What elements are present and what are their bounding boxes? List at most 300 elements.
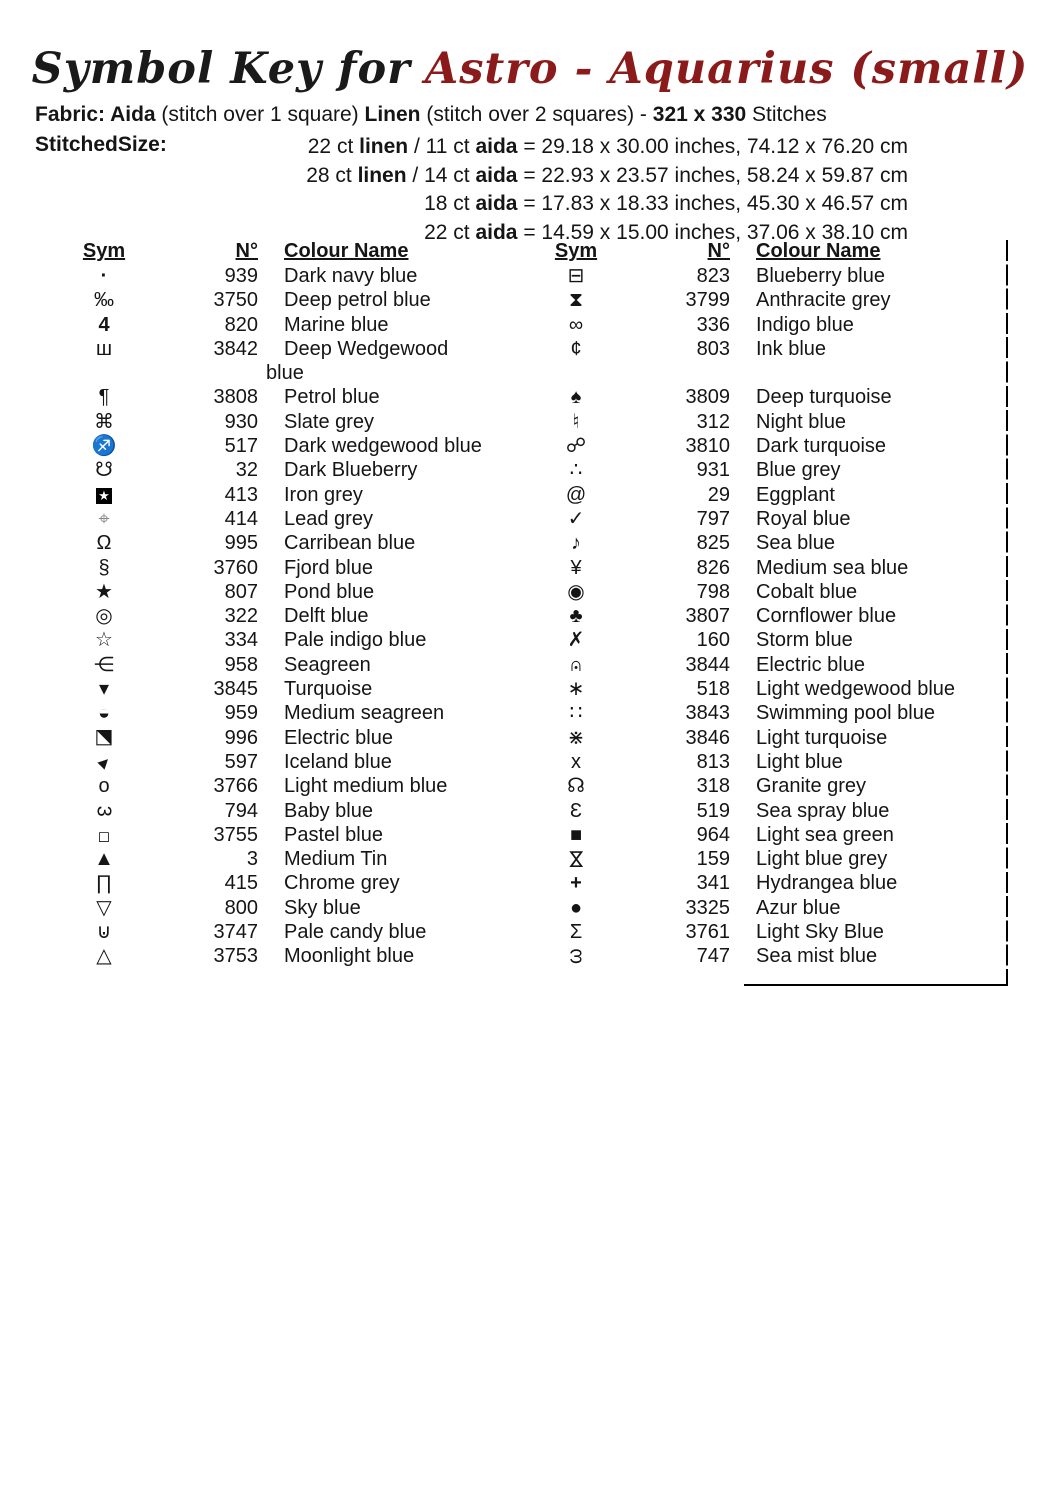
bold-text: Fabric:	[35, 103, 111, 126]
number-cell: 3761	[685, 921, 730, 944]
colour-name-cell: Blueberry blue	[756, 265, 885, 287]
number-cell: 930	[224, 410, 258, 433]
symbol-cell	[540, 944, 612, 968]
stitch-symbol: ◒	[97, 702, 111, 725]
stitch-symbol: ¶	[98, 386, 110, 409]
colour-name-cell: Dark turquoise	[756, 435, 887, 458]
table-row	[540, 434, 1008, 458]
table-row	[68, 580, 533, 604]
sym-header: Sym	[82, 240, 126, 262]
table-row	[540, 799, 1008, 823]
colour-name-cell: Slate grey	[284, 410, 375, 433]
colour-name-cell: Medium Tin	[284, 848, 388, 871]
size-line-2	[306, 162, 908, 191]
size-line-3	[306, 190, 908, 219]
stitched-size-label: StitchedSize:	[35, 133, 167, 156]
table-row	[540, 944, 1008, 968]
symbol-cell	[540, 483, 612, 507]
colour-name-cell: blue	[266, 362, 304, 385]
colour-name-cell: Iceland blue	[284, 750, 392, 773]
colour-name-cell: Granite grey	[756, 775, 867, 798]
table-row	[540, 896, 1008, 920]
colour-name-cell: Anthracite grey	[756, 289, 891, 312]
bold-text: aida	[475, 135, 518, 158]
number-cell: 803	[696, 337, 730, 360]
stitch-symbol: Σ	[569, 921, 583, 944]
colour-name-cell: Electric blue	[756, 653, 865, 676]
stitch-symbol: o	[98, 775, 110, 798]
table-bottom-border	[744, 984, 1008, 986]
text: (stitch over 1 square)	[155, 103, 365, 126]
symbol-cell	[68, 458, 140, 482]
number-cell: 931	[696, 459, 730, 482]
colour-name-cell: Dark wedgewood blue	[284, 435, 482, 458]
right-rows	[540, 264, 1008, 969]
symbol-cell	[540, 458, 612, 482]
colour-name-cell: Storm blue	[756, 629, 853, 652]
table-row	[68, 628, 533, 652]
symbol-cell	[540, 750, 612, 774]
symbol-cell	[540, 920, 612, 944]
empty-row	[540, 361, 1008, 385]
stitch-symbol: ▽	[96, 896, 112, 919]
stitch-symbol: ♐	[91, 435, 117, 458]
stitch-symbol: ⌘	[94, 410, 114, 433]
symbol-cell	[68, 628, 140, 652]
stitch-symbol: ▲	[94, 848, 114, 871]
table-row	[540, 556, 1008, 580]
colour-name-cell: Cornflower blue	[756, 605, 897, 628]
number-header: N°	[707, 240, 730, 262]
table-row	[540, 531, 1008, 555]
stitch-symbol: +	[570, 872, 582, 895]
symbol-cell	[540, 847, 612, 871]
number-cell: 413	[224, 483, 258, 506]
stitched-size-lines	[306, 133, 908, 247]
table-row	[540, 264, 1008, 288]
colour-name-cell: Marine blue	[284, 313, 389, 336]
stitch-symbol: ⊍	[96, 921, 112, 944]
stitch-symbol: ◻	[97, 827, 111, 845]
colour-name-cell: Medium seagreen	[284, 702, 445, 725]
number-cell: 3799	[685, 289, 730, 312]
stitch-symbol: ш	[95, 337, 113, 360]
symbol-cell	[540, 434, 612, 458]
symbol-cell	[68, 580, 140, 604]
number-cell: 341	[696, 872, 730, 895]
colour-name-cell: Chrome grey	[284, 872, 400, 895]
symbol-cell	[540, 628, 612, 652]
stitch-symbol: ■	[569, 823, 583, 846]
symbol-cell	[540, 726, 612, 750]
symbol-cell	[68, 410, 140, 434]
colour-name-cell: Azur blue	[756, 896, 841, 919]
colour-name-cell: Swimming pool blue	[756, 702, 935, 725]
stitch-symbol: ∏	[95, 872, 113, 895]
symbol-cell	[68, 653, 140, 677]
table-row	[68, 434, 533, 458]
table-row	[540, 628, 1008, 652]
stitch-symbol: ✓	[567, 507, 585, 530]
number-cell: 518	[696, 678, 730, 701]
number-cell	[140, 361, 258, 385]
table-row	[540, 677, 1008, 701]
colour-name-cell: Royal blue	[756, 507, 851, 530]
symbol-cell	[68, 701, 140, 725]
number-cell: 597	[224, 750, 258, 773]
symbol-cell	[68, 337, 140, 361]
stitch-symbol: ⋈	[565, 849, 588, 870]
colour-name-cell: Delft blue	[284, 605, 369, 628]
table-row	[68, 288, 533, 312]
colour-name-cell: Sea spray blue	[756, 799, 890, 822]
colour-name-cell: Pale indigo blue	[284, 629, 427, 652]
table-header-row	[68, 238, 533, 264]
symbol-cell	[68, 361, 140, 385]
number-cell: 336	[696, 313, 730, 336]
table-row	[68, 264, 533, 288]
key-table-right-column	[540, 238, 1008, 969]
number-cell: 798	[696, 580, 730, 603]
table-row	[68, 896, 533, 920]
colour-name-cell: Lead grey	[284, 507, 373, 530]
stitch-symbol: △	[96, 945, 112, 968]
colour-name-cell: Eggplant	[756, 483, 835, 506]
stitch-symbol: ◎	[95, 605, 113, 628]
colour-name-header: Colour Name	[284, 240, 409, 262]
table-row	[540, 385, 1008, 409]
symbol-cell	[68, 726, 140, 750]
table-row	[540, 774, 1008, 798]
bold-text: Linen	[364, 103, 421, 126]
stitch-symbol: Ɛ	[569, 799, 583, 822]
number-cell: 958	[224, 653, 258, 676]
table-row	[68, 410, 533, 434]
symbol-cell	[68, 507, 140, 531]
symbol-cell	[68, 871, 140, 895]
symbol-cell	[540, 264, 612, 288]
symbol-cell	[540, 361, 612, 385]
table-row	[68, 483, 533, 507]
symbol-cell	[540, 313, 612, 337]
table-right-border	[1006, 240, 1008, 986]
table-row	[540, 604, 1008, 628]
stitch-symbol: ♣	[569, 605, 583, 628]
stitch-symbol: ¢	[570, 337, 582, 360]
symbol-cell	[540, 580, 612, 604]
bold-text: aida	[475, 220, 518, 244]
table-row	[68, 701, 533, 725]
symbol-cell	[540, 677, 612, 701]
number-cell: 820	[224, 313, 258, 336]
title-pattern-name: Astro - Aquarius (small)	[424, 44, 1029, 94]
colour-name-cell: Baby blue	[284, 799, 373, 822]
number-cell: 995	[224, 532, 258, 555]
colour-name-cell: Deep petrol blue	[284, 289, 431, 312]
symbol-cell	[540, 556, 612, 580]
number-cell: 800	[224, 896, 258, 919]
symbol-cell	[68, 531, 140, 555]
number-cell: 3325	[685, 896, 730, 919]
colour-name-cell: Light turquoise	[756, 726, 888, 749]
stitch-symbol: ⋲	[94, 653, 114, 676]
stitch-symbol: ∴	[569, 459, 583, 482]
colour-name-cell: Iron grey	[284, 483, 363, 506]
text: 22 ct	[424, 220, 476, 244]
text: = 29.18 x 30.00 inches, 74.12 x 76.20 cm	[517, 135, 908, 158]
number-cell: 3807	[685, 605, 730, 628]
bold-text: linen	[359, 135, 409, 158]
number-cell: 3	[246, 848, 258, 871]
number-cell: 3810	[685, 435, 730, 458]
number-cell: 415	[224, 872, 258, 895]
colour-name-cell: Cobalt blue	[756, 580, 858, 603]
table-row	[68, 531, 533, 555]
symbol-cell	[540, 337, 612, 361]
number-cell: 160	[696, 629, 730, 652]
table-row	[540, 337, 1008, 361]
colour-name-cell: Deep Wedgewood	[284, 337, 449, 360]
colour-name-cell: Turquoise	[284, 678, 373, 701]
table-row	[68, 653, 533, 677]
bold-text: aida	[475, 192, 518, 215]
table-row	[68, 750, 533, 774]
table-row	[540, 920, 1008, 944]
stitch-symbol: x	[571, 750, 581, 773]
bold-text: linen	[357, 163, 407, 187]
number-cell: 823	[696, 265, 730, 287]
page-title	[0, 44, 1060, 94]
number-cell: 29	[707, 483, 730, 506]
number-cell: 414	[224, 507, 258, 530]
bold-text: aida	[475, 163, 518, 187]
left-rows	[68, 264, 533, 969]
colour-name-header: Colour Name	[756, 240, 881, 262]
table-row	[68, 507, 533, 531]
table-row	[68, 920, 533, 944]
table-row	[68, 385, 533, 409]
stitch-symbol: 4	[98, 313, 110, 336]
number-cell: 3809	[685, 386, 730, 409]
number-cell: 794	[224, 799, 258, 822]
bold-text: Aida	[110, 103, 156, 126]
stitch-symbol: ◉	[567, 580, 585, 603]
table-row	[68, 556, 533, 580]
table-row	[540, 580, 1008, 604]
table-row	[540, 653, 1008, 677]
symbol-cell	[68, 434, 140, 458]
table-header-row	[540, 238, 1008, 264]
table-row	[68, 847, 533, 871]
symbol-cell	[68, 604, 140, 628]
colour-name-cell: Deep turquoise	[756, 386, 892, 409]
stitch-symbol: ▸	[92, 750, 116, 774]
colour-name-cell: Sky blue	[284, 896, 361, 919]
number-cell: 747	[696, 945, 730, 968]
symbol-cell	[540, 896, 612, 920]
table-row	[540, 750, 1008, 774]
colour-name-cell: Light sea green	[756, 823, 894, 846]
sym-header: Sym	[554, 240, 598, 262]
colour-name-cell: Dark Blueberry	[284, 459, 418, 482]
table-row	[540, 483, 1008, 507]
symbol-cell	[68, 944, 140, 968]
stitch-symbol: §	[98, 556, 110, 579]
symbol-cell	[68, 823, 140, 847]
colour-name-cell: Hydrangea blue	[756, 872, 898, 895]
stitch-symbol: ω	[564, 948, 587, 965]
colour-name-cell: Pastel blue	[284, 823, 383, 846]
number-cell	[612, 361, 730, 385]
symbol-cell	[540, 507, 612, 531]
table-row	[540, 823, 1008, 847]
text: 18 ct	[424, 192, 476, 215]
number-cell: 3846	[685, 726, 730, 749]
table-row	[68, 604, 533, 628]
stitch-symbol: ☋	[95, 459, 113, 482]
title-prefix: Symbol Key for	[31, 44, 411, 94]
table-row	[68, 726, 533, 750]
table-row	[540, 410, 1008, 434]
colour-name-cell: Light blue	[756, 750, 843, 773]
number-cell: 797	[696, 507, 730, 530]
colour-name-cell: Light blue grey	[756, 848, 888, 871]
table-row	[68, 871, 533, 895]
symbol-cell	[68, 750, 140, 774]
stitch-symbol: ♪	[571, 532, 581, 555]
stitch-symbol: ◪	[94, 726, 114, 749]
table-row	[540, 458, 1008, 482]
stitch-symbol: ⊟	[567, 265, 585, 287]
stitch-symbol: ∷	[569, 702, 583, 725]
stitch-symbol: ☆	[95, 629, 113, 652]
stitch-symbol: ★	[96, 488, 112, 504]
colour-name-cell: Medium sea blue	[756, 556, 909, 579]
table-row	[540, 288, 1008, 312]
table-row	[68, 799, 533, 823]
number-cell: 826	[696, 556, 730, 579]
text: / 11 ct	[408, 135, 476, 158]
colour-name-cell: Night blue	[756, 410, 847, 433]
symbol-cell	[68, 264, 140, 288]
stitch-symbol: ☊	[567, 775, 585, 798]
size-line-1	[306, 133, 908, 162]
number-cell: 996	[224, 726, 258, 749]
number-cell: 3750	[213, 289, 258, 312]
number-cell: 813	[696, 750, 730, 773]
number-cell: 3844	[685, 653, 730, 676]
symbol-cell	[540, 799, 612, 823]
stitch-symbol: ★	[95, 580, 113, 603]
number-cell: 318	[696, 775, 730, 798]
number-cell: 3760	[213, 556, 258, 579]
wrapped-name-line	[68, 361, 533, 385]
table-row	[68, 337, 533, 361]
text: / 14 ct	[406, 163, 476, 187]
colour-name-cell: Moonlight blue	[284, 945, 415, 968]
stitch-symbol: ‰	[94, 289, 114, 312]
text: = 14.59 x 15.00 inches, 37.06 x 38.10 cm	[517, 220, 908, 244]
number-cell: 3755	[213, 823, 258, 846]
number-cell: 519	[696, 799, 730, 822]
text: Stitches	[746, 103, 827, 126]
number-cell: 322	[224, 605, 258, 628]
colour-name-cell: Sea mist blue	[756, 945, 878, 968]
table-row	[540, 701, 1008, 725]
number-cell: 959	[224, 702, 258, 725]
colour-name-cell: Electric blue	[284, 726, 393, 749]
table-row	[540, 313, 1008, 337]
number-cell: 3766	[213, 775, 258, 798]
symbol-cell	[68, 483, 140, 507]
symbol-cell	[68, 677, 140, 701]
text: 28 ct	[306, 163, 358, 187]
number-cell: 3843	[685, 702, 730, 725]
number-cell: 939	[224, 265, 258, 287]
table-row	[540, 507, 1008, 531]
symbol-cell	[68, 556, 140, 580]
table-row	[68, 313, 533, 337]
symbol-cell	[540, 410, 612, 434]
number-cell: 517	[224, 435, 258, 458]
stitch-symbol: @	[565, 483, 587, 506]
number-cell: 32	[235, 459, 258, 482]
number-cell: 334	[224, 629, 258, 652]
symbol-cell	[540, 288, 612, 312]
stitch-symbol: ●	[569, 896, 583, 919]
symbol-cell	[540, 604, 612, 628]
colour-name-cell: Blue grey	[756, 459, 841, 482]
colour-name-cell: Light wedgewood blue	[756, 678, 956, 701]
number-cell: 3808	[213, 386, 258, 409]
colour-name-cell: Light Sky Blue	[756, 921, 884, 944]
colour-name-cell: Indigo blue	[756, 313, 854, 336]
number-cell: 3747	[213, 921, 258, 944]
number-cell: 807	[224, 580, 258, 603]
symbol-cell	[540, 531, 612, 555]
stitch-symbol: ▾	[98, 678, 110, 701]
table-row	[68, 944, 533, 968]
stitch-symbol: ¥	[570, 556, 582, 579]
symbol-cell	[68, 847, 140, 871]
symbol-cell	[540, 653, 612, 677]
symbol-cell	[540, 871, 612, 895]
colour-name-cell	[730, 361, 1008, 385]
colour-name-cell: Pond blue	[284, 580, 375, 603]
text: 22 ct	[307, 135, 360, 158]
stitch-symbol: ✗	[567, 629, 585, 652]
number-cell: 312	[696, 410, 730, 433]
symbol-cell	[540, 385, 612, 409]
number-cell: 825	[696, 532, 730, 555]
colour-name-cell: Ink blue	[756, 337, 827, 360]
colour-name-cell: Sea blue	[756, 532, 835, 555]
text: = 22.93 x 23.57 inches, 58.24 x 59.87 cm	[517, 163, 908, 187]
symbol-cell	[68, 288, 140, 312]
number-header: N°	[235, 240, 258, 262]
colour-name-cell: Fjord blue	[284, 556, 373, 579]
number-cell: 3753	[213, 945, 258, 968]
symbol-cell	[68, 313, 140, 337]
symbol-cell	[68, 896, 140, 920]
table-row	[68, 458, 533, 482]
bold-text: 321 x 330	[652, 103, 747, 126]
stitch-symbol: ☍	[565, 435, 587, 458]
stitch-symbol: ♮	[572, 410, 580, 433]
key-table-left-column	[68, 238, 533, 969]
stitch-symbol: Ω	[96, 532, 112, 555]
symbol-cell	[68, 774, 140, 798]
